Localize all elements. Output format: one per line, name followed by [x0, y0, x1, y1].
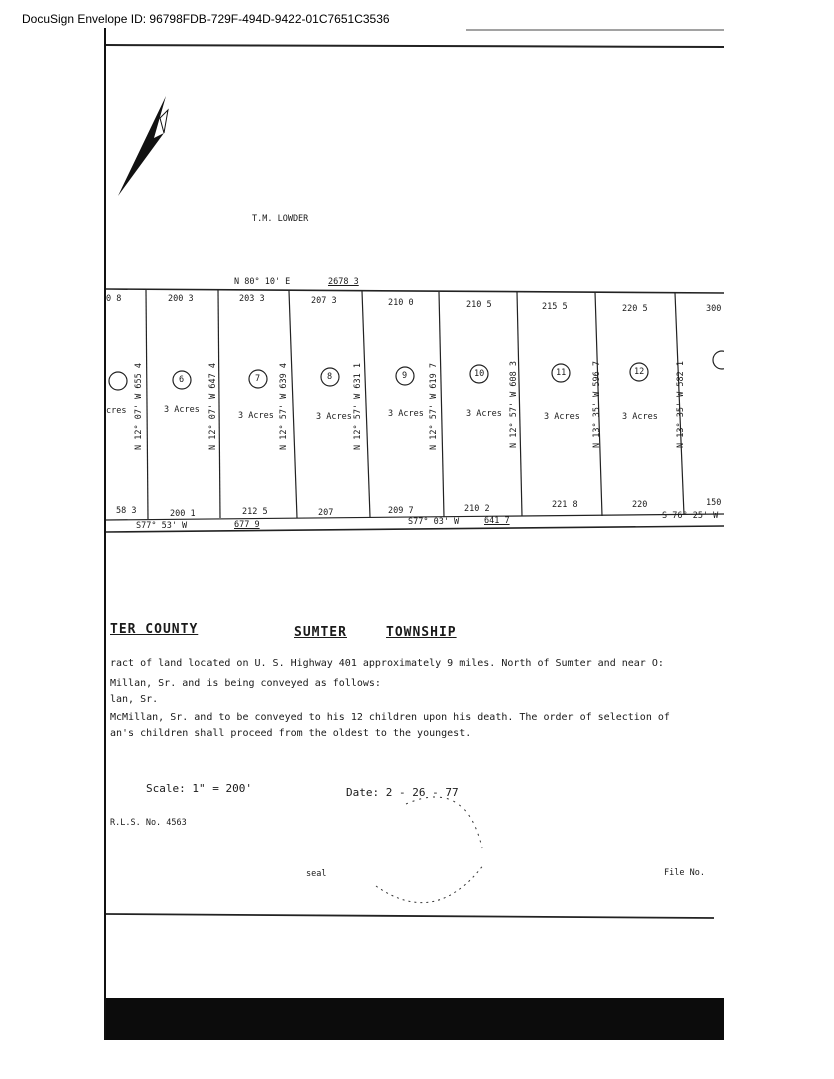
top-border-line: [106, 45, 724, 47]
bottom-frontage: 207: [318, 508, 334, 518]
side-line-bearing: N 13° 35' W 582 1: [676, 361, 686, 448]
adjoiner-label: T.M. LOWDER: [252, 214, 309, 224]
seal-outline: [376, 864, 484, 903]
bottom-frontage: 212 5: [242, 507, 268, 517]
township-title-1: SUMTER: [294, 625, 347, 640]
side-line-bearing: N 12° 57' W 639 4: [279, 363, 289, 450]
south-bearing: S77° 53' W: [136, 521, 188, 531]
lot-acres: 3 Acres: [388, 409, 424, 419]
county-title: TER COUNTY: [110, 622, 199, 637]
bottom-frontage: 150: [706, 498, 722, 508]
description-line: Millan, Sr. and is being conveyed as follows:: [110, 678, 381, 689]
date-label: Date: 2 - 26 - 77: [346, 786, 459, 799]
side-line-bearing: N 12° 07' W 655 4: [134, 363, 144, 450]
lot-number: 6: [179, 375, 185, 385]
description-line: ract of land located on U. S. Highway 401 approximately 9 miles. North of Sumter and near O:: [110, 658, 664, 669]
lot-acres: 3 Acres: [622, 412, 658, 422]
lot-acres: 3 Acres: [466, 409, 502, 419]
lot-number: 11: [556, 368, 567, 378]
lot-acres: 3 Acres: [164, 405, 200, 415]
south-distance: 641 7: [484, 516, 510, 526]
top-frontage: 210 0: [388, 298, 414, 308]
rls-number: R.L.S. No. 4563: [110, 818, 187, 828]
south-bearing: S 76° 25' W: [662, 511, 719, 521]
description-line: lan, Sr.: [110, 694, 159, 705]
north-distance: 2678 3: [328, 277, 359, 287]
side-line-bearing: N 12° 57' W 619 7: [429, 363, 439, 450]
scale-label: Scale: 1" = 200': [146, 782, 252, 795]
bottom-frontage: 221 8: [552, 500, 578, 510]
scan-edge-bar: [106, 998, 724, 1040]
bottom-frontage: 200 1: [170, 509, 196, 519]
lot-acres: 3 Acres: [316, 412, 352, 422]
plat-drawing: [106, 28, 724, 1040]
file-number-label: File No.: [664, 868, 705, 878]
lot-number: 10: [474, 369, 485, 379]
township-title-2: TOWNSHIP: [386, 625, 457, 640]
south-bearing: S77° 03' W: [408, 517, 460, 527]
description-line: an's children shall proceed from the oldest to the youngest.: [110, 728, 472, 739]
lot-acres: 3 Acres: [544, 412, 580, 422]
bottom-frontage: 209 7: [388, 506, 414, 516]
description-line: McMillan, Sr. and to be conveyed to his 12 children upon his death. The order of selection of: [110, 712, 670, 723]
top-frontage: 215 5: [542, 302, 568, 312]
lot-circles: [109, 351, 724, 390]
plat-sheet: [104, 28, 724, 1040]
side-line-bearing: N 12° 57' W 608 3: [509, 361, 519, 448]
seal-label: seal: [306, 869, 327, 879]
lot-divider-lines: [146, 290, 684, 519]
bottom-frontage: 220: [632, 500, 648, 510]
top-frontage: 300: [706, 304, 722, 314]
side-line-bearing: N 12° 57' W 631 1: [353, 363, 363, 450]
lot-number: 12: [634, 367, 645, 377]
lot-number: 9: [402, 371, 408, 381]
north-boundary-line: [106, 289, 724, 293]
lot-acres: cres: [106, 406, 127, 416]
bottom-frontage: 58 3: [116, 506, 137, 516]
lot-acres: 3 Acres: [238, 411, 274, 421]
bottom-rule-line: [106, 914, 714, 918]
lot-number: 7: [255, 374, 261, 384]
side-line-bearing: N 12° 07' W 647 4: [208, 363, 218, 450]
bottom-frontage: 210 2: [464, 504, 490, 514]
south-distance: 677 9: [234, 520, 260, 530]
envelope-id: DocuSign Envelope ID: 96798FDB-729F-494D-9422-01C7651C3536: [22, 12, 390, 26]
north-bearing: N 80° 10' E: [234, 277, 291, 287]
top-frontage: 207 3: [311, 296, 337, 306]
lot-number: 8: [327, 372, 333, 382]
top-frontage: 200 3: [168, 294, 194, 304]
top-frontage: 220 5: [622, 304, 648, 314]
side-line-bearing: N 13° 35' W 596 7: [592, 361, 602, 448]
top-frontage: 203 3: [239, 294, 265, 304]
top-frontage: 210 5: [466, 300, 492, 310]
top-frontage: 0 8: [106, 294, 122, 304]
north-arrow-icon: [118, 96, 166, 196]
